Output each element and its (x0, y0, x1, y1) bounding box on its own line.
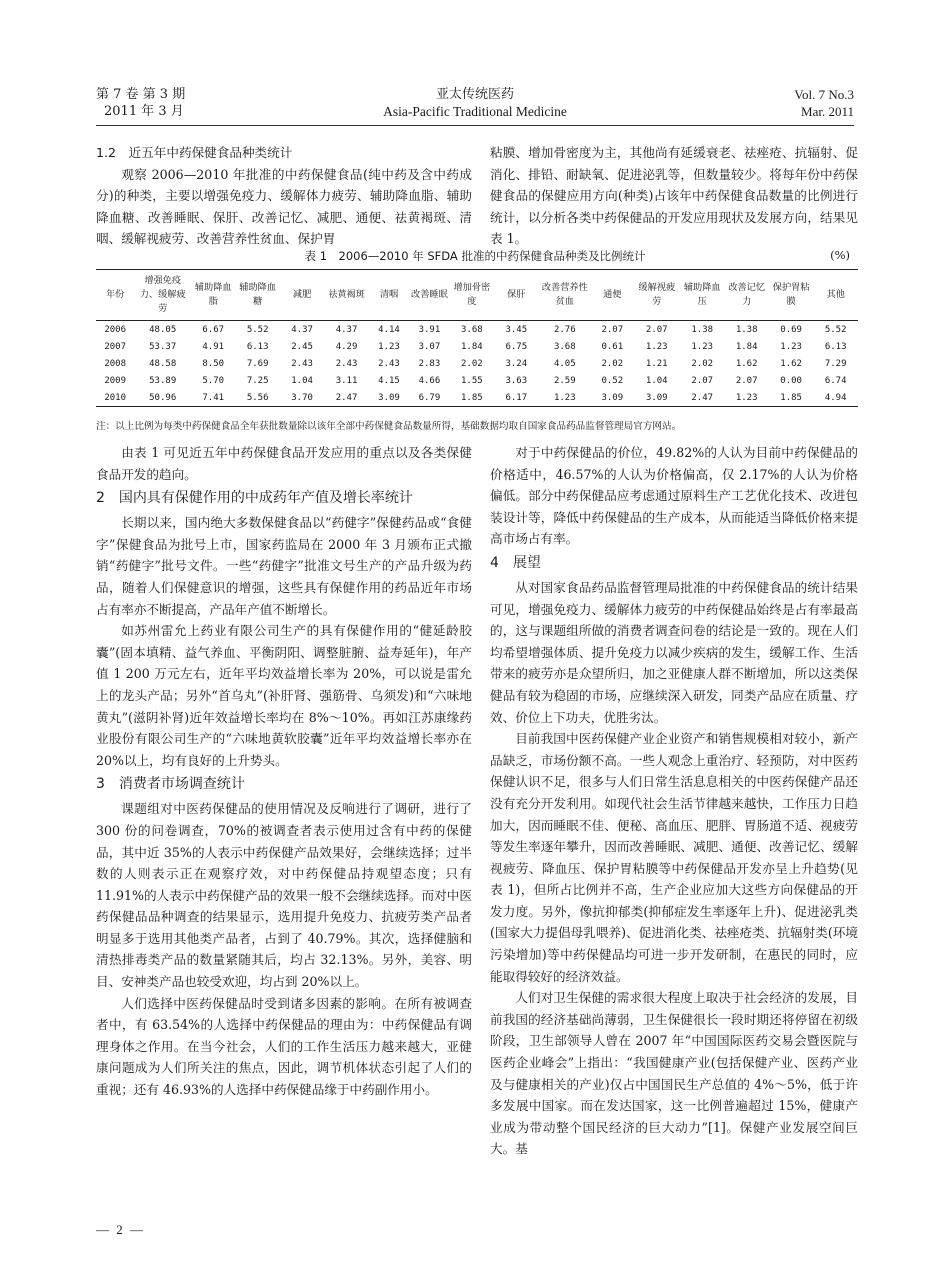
section-1-2-paragraph-left: 观察 2006—2010 年批准的中药保健食品(纯中药及含中药成分)的种类，主要以增强免疫力、缓解体力疲劳、辅助降血脂、辅助降血糖、改善睡眠、保肝、改善记忆、减肥、通便、祛黄褐斑、清咽、缓解视疲劳、改善营养性贫血、保护胃 (96, 166, 472, 247)
table-value-cell: 1.23 (378, 341, 400, 352)
table-header-cell: 改善睡眠 (411, 289, 448, 300)
page-number: — 2 — (96, 1222, 145, 1237)
journal-title-cn: 亚太传统医药 (435, 87, 514, 102)
table-value-cell: 4.37 (291, 324, 313, 335)
table-value-cell: 3.63 (505, 375, 528, 386)
table-value-cell: 0.69 (780, 324, 802, 335)
table-value-cell: 2.07 (691, 375, 714, 386)
section-1-2-heading: 1.2 近五年中药保健食品种类统计 (96, 145, 293, 160)
table-header-cell: 其他 (826, 289, 845, 300)
table-year-cell: 2008 (104, 358, 127, 369)
table-value-cell: 1.23 (691, 341, 714, 352)
table-value-cell: 8.50 (202, 358, 225, 369)
table-row (96, 321, 858, 339)
table-value-cell: 1.23 (780, 341, 802, 352)
paragraph-3a: 课题组对中医药保健品的使用情况及反响进行了调研，进行了 300 份的问卷调查，70%的被调查者表示使用过含有中药的保健品，其中近 35%的人表示中药保健产品效果好，会继续选择；过半数的人则表示正在观察疗效，对中药保健品持观望态度；只有 11.91%的人表示中药保健产品的效果一般不会继续选择。而对中医药保健品品种调查的结果显示，选用提升免疫力、抗疲劳类产品者明显多于选用其他类产品者，占到了 40.79%。其次，选择健脑和清热排毒类产品的数量紧随其后，均占 32.13%。另外，美容、明目、安神类产品也较受欢迎，均占到 20%以上。 (96, 801, 472, 990)
running-header (96, 86, 854, 122)
table-caption: 表 1 2006—2010 年 SFDA 批准的中药保健食品种类及比例统计 (304, 249, 646, 263)
volume-issue: 第 7 卷 第 3 期 (96, 87, 186, 102)
table-value-cell: 2.83 (418, 358, 441, 369)
table-value-cell: 1.38 (735, 324, 758, 335)
table-value-cell: 2.07 (645, 324, 668, 335)
table-header-row (96, 270, 858, 321)
volume-en: Vol. 7 No.3 (794, 87, 854, 102)
table-value-cell: 1.04 (645, 375, 668, 386)
table-value-cell: 2.07 (601, 324, 624, 335)
left-column (96, 442, 472, 1101)
table-value-cell: 5.70 (202, 375, 225, 386)
table-value-cell: 1.62 (780, 358, 802, 369)
table-value-cell: 3.45 (505, 324, 528, 335)
paragraph-3b: 人们选择中医药保健品时受到诸多因素的影响。在所有被调查者中，有 63.54%的人选择中药保健品的理由为：中药保健品有调理身体之作用。在当今社会，人们的工作生活压力越来越大，亚健康问题成为人们所关注的焦点，因此，调节机体状态引起了人们的重视；还有 46.93%的人选择中药保健品缘于中药副作用小。 (96, 995, 472, 1098)
table-row (96, 338, 858, 355)
table-value-cell: 1.04 (291, 375, 313, 386)
table-value-cell: 4.05 (553, 358, 576, 369)
table-value-cell: 2.07 (735, 375, 758, 386)
table-row (96, 389, 858, 407)
table-value-cell: 1.23 (645, 341, 668, 352)
table-value-cell: 5.52 (246, 324, 269, 335)
table-header-cell: 祛黄褐斑 (328, 289, 365, 300)
table-value-cell: 3.68 (553, 341, 576, 352)
table-value-cell: 7.29 (824, 358, 847, 369)
journal-title (96, 86, 854, 120)
table-value-cell: 2.47 (691, 392, 714, 403)
table-value-cell: 4.14 (378, 324, 400, 335)
table-unit: (%) (830, 248, 850, 262)
table-value-cell: 6.17 (505, 392, 528, 403)
journal-title-en: Asia-Pacific Traditional Medicine (383, 104, 567, 119)
table-header-cell: 辅助降血脂 (194, 282, 232, 307)
table-value-cell: 7.41 (202, 392, 225, 403)
paragraph-2a: 长期以来，国内绝大多数保健食品以“药健字”保健药品或“食健字”保健食品为批号上市，国家药监局在 2000 年 3 月颁布正式撤销“药健字”批号文件。一些“药健字”批准文号生产的产品升级为药品，随着人们保健意识的增强，这些具有保健作用的药品近年市场占有率亦不断提高，产品年产值不断增长。 (96, 515, 472, 617)
right-column (490, 442, 858, 1160)
table-header-cell: 通便 (603, 289, 622, 300)
table-value-cell: 6.75 (505, 341, 528, 352)
table-value-cell: 4.37 (335, 324, 358, 335)
table-value-cell: 53.89 (149, 375, 177, 386)
table-value-cell: 6.13 (246, 341, 269, 352)
table-value-cell: 6.79 (418, 392, 441, 403)
table-value-cell: 53.37 (149, 341, 177, 352)
paragraph-3c: 对于中药保健品的价位，49.82%的人认为目前中药保健品的价格适中，46.57%的人认为价格偏高，仅 2.17%的人认为价格偏低。部分中药保健品应考虑通过原料生产工艺优化技术、改进包装设计等，降低中药保健品的生产成本，从而能适当降低价格来提高市场占有率。 (490, 445, 858, 547)
table-value-cell: 3.09 (601, 392, 624, 403)
table-value-cell: 2.59 (553, 375, 576, 386)
paragraph-4c: 人们对卫生保健的需求很大程度上取决于社会经济的发展，目前我国的经济基础尚薄弱，卫生保健很长一段时期还将停留在初级阶段，卫生部领导人曾在 2007 年“中国国际医药交易会暨医院与医药企业峰会”上指出：“我国健康产业(包括保健产业、医药产业及与健康相关的产业)仅占中国国民生产总值的 4%～5%，低于许多发展中国家。而在发达国家，这一比例普遍超过 15%，健康产业成为带动整个国民经济的巨大动力”[1]。保健产业发展空间巨大。基 (490, 990, 858, 1157)
section-1-2-paragraph-right: 粘膜、增加骨密度为主，其他尚有延缓衰老、祛痤疮、抗辐射、促消化、排铅、耐缺氧、促进泌乳等，但数量较少。将每年份中药保健食品的保健应用方向(种类)占该年中药保健食品数量的比例进行统计，以分析各类中药保健品的开发应用现状及发展方向，结果见表 1。 (490, 145, 858, 247)
table-value-cell: 2.43 (378, 358, 400, 369)
table-value-cell: 3.09 (645, 392, 668, 403)
table-value-cell: 4.29 (335, 341, 358, 352)
table-value-cell: 1.84 (461, 341, 483, 352)
date-en: Mar. 2011 (801, 104, 854, 119)
table-value-cell: 2.02 (461, 358, 483, 369)
table-value-cell: 2.43 (291, 358, 313, 369)
section-1-2-left (96, 142, 472, 250)
table-value-cell: 1.84 (735, 341, 758, 352)
table-value-cell: 3.09 (378, 392, 400, 403)
table-value-cell: 1.38 (691, 324, 714, 335)
table-value-cell: 5.52 (824, 324, 847, 335)
table-1 (96, 269, 858, 407)
table-header-cell: 增强免疫力、缓解疲劳 (139, 275, 186, 314)
table-value-cell: 6.67 (202, 324, 225, 335)
table-value-cell: 3.07 (418, 341, 441, 352)
paragraph-4a: 从对国家食品药品监督管理局批准的中药保健食品的统计结果可见，增强免疫力、缓解体力疲劳的中药保健品始终是占有率最高的，这与课题组所做的消费者调查问卷的结论是一致的。现在人们均希望增强体质、提升免疫力以减少疾病的发生，缓解工作、生活带来的疲劳亦是众望所归，加之亚健康人群不断增加，所以这类保健品有较为稳固的市场，应继续深入研发，同类产品应在质量、疗效、价位上下功夫，优胜劣汰。 (490, 579, 858, 725)
table-value-cell: 2.43 (335, 358, 358, 369)
table-year-cell: 2006 (104, 324, 127, 335)
table-header-cell: 改善记忆力 (728, 282, 766, 307)
table-header-cell: 缓解视疲劳 (638, 282, 676, 307)
table-value-cell: 4.94 (824, 392, 847, 403)
header-rule (96, 125, 854, 126)
table-value-cell: 2.47 (335, 392, 358, 403)
table-value-cell: 4.66 (418, 375, 441, 386)
table-value-cell: 48.58 (149, 358, 177, 369)
section-2-heading: 2 国内具有保健作用的中成药年产值及增长率统计 (96, 490, 413, 507)
table-year-cell: 2007 (104, 341, 127, 352)
table-value-cell: 0.52 (601, 375, 624, 386)
table-value-cell: 48.05 (149, 324, 177, 335)
table-header-cell: 辅助降血压 (683, 282, 721, 307)
table-header-cell: 辅助降血糖 (239, 282, 277, 307)
table-value-cell: 6.74 (824, 375, 847, 386)
table-value-cell: 3.11 (335, 375, 358, 386)
issue-date: 2011 年 3 月 (104, 104, 184, 119)
table-value-cell: 5.56 (246, 392, 269, 403)
table-body (96, 321, 858, 407)
section-1-2-right (490, 142, 858, 250)
table-value-cell: 2.02 (601, 358, 624, 369)
table-year-cell: 2010 (104, 392, 127, 403)
table-value-cell: 0.00 (780, 375, 802, 386)
table-header-cell: 减肥 (292, 289, 312, 300)
table-row (96, 372, 858, 389)
section-4-heading: 4 展望 (490, 554, 541, 571)
table-value-cell: 7.69 (246, 358, 269, 369)
table-value-cell: 1.85 (461, 392, 483, 403)
table-value-cell: 1.62 (735, 358, 758, 369)
table-note: 注：以上比例为每类中药保健食品全年获批数量除以该年全部中药保健食品数量所得，基础数据均取自国家食品药品监督管理局官方网站。 (96, 421, 682, 432)
table-value-cell: 3.68 (461, 324, 483, 335)
table-caption-row (96, 248, 854, 268)
table-value-cell: 2.45 (291, 341, 313, 352)
paragraph-4b: 目前我国中医药保健产业企业资产和销售规模相对较小，新产品缺乏，市场份额不高。一些人观念上重治疗、轻预防，对中医药保健认识不足，很多与人们日常生活息息相关的中医药保健产品还没有充分开发利用。如现代社会生活节律越来越快，工作压力日趋加大，因而睡眠不佳、便秘、高血压、肥胖、胃肠道不适、视疲劳等发生率逐年攀升，因而改善睡眠、减肥、通便、改善记忆、缓解视疲劳、降血压、保护胃粘膜等中药保健品开发亦呈上升趋势(见表 1)，但所占比例并不高，生产企业应加大这些方向保健品的开发力度。另外，像抗抑郁类(抑郁症发生率逐年上升)、促进泌乳类(国家大力提倡母乳喂养)、促进消化类、祛痤疮类、抗辐射类(环境污染增加)等中药保健品均可进一步开发研制，在惠民的同时，应能取得较好的经济效益。 (490, 731, 858, 984)
table-value-cell: 1.55 (461, 375, 483, 386)
table-value-cell: 2.02 (691, 358, 714, 369)
table-header-cell: 清咽 (379, 289, 399, 300)
table-header-cell: 增加骨密度 (453, 282, 491, 307)
table-row (96, 355, 858, 372)
table-value-cell: 1.23 (735, 392, 758, 403)
table-value-cell: 4.91 (202, 341, 225, 352)
table-header-cell: 保肝 (507, 289, 526, 300)
table-year-cell: 2009 (104, 375, 127, 386)
table-value-cell: 3.70 (291, 392, 313, 403)
paragraph-2b: 如苏州雷允上药业有限公司生产的具有保健作用的“健延龄胶囊”(固本填精、益气养血、平衡阴阳、调整脏腑、益寿延年)，年产值 1 200 万元左右，近年平均效益增长率为 20%，可以说是雷允上的龙头产品；另外“首乌丸”(补肝肾、强筋骨、乌须发)和“六味地黄丸”(滋阴补肾)近年效益增长率均在 8%～10%。再如江苏康缘药业股份有限公司生产的“六味地黄软胶囊”近年平均效益增长率亦在 20%以上，均有良好的上升势头。 (96, 623, 472, 768)
table-value-cell: 1.21 (645, 358, 668, 369)
table-value-cell: 50.96 (149, 392, 177, 403)
table-value-cell: 3.91 (418, 324, 441, 335)
table-value-cell: 4.15 (378, 375, 400, 386)
section-3-heading: 3 消费者市场调查统计 (96, 776, 245, 793)
table-value-cell: 0.61 (601, 341, 624, 352)
table-header-cell: 年份 (106, 289, 125, 300)
table-value-cell: 2.76 (553, 324, 576, 335)
table-value-cell: 1.23 (553, 392, 576, 403)
table-header-cell: 保护胃粘膜 (772, 282, 810, 307)
table-value-cell: 6.13 (824, 341, 847, 352)
table-value-cell: 1.85 (780, 392, 802, 403)
table-value-cell: 7.25 (246, 375, 269, 386)
journal-volume-en (794, 86, 854, 120)
table-header-cell: 改善营养性贫血 (541, 282, 588, 307)
table-value-cell: 3.24 (505, 358, 528, 369)
paragraph-table-summary: 由表 1 可见近五年中药保健食品开发应用的重点以及各类保健食品开发的趋向。 (96, 445, 472, 482)
